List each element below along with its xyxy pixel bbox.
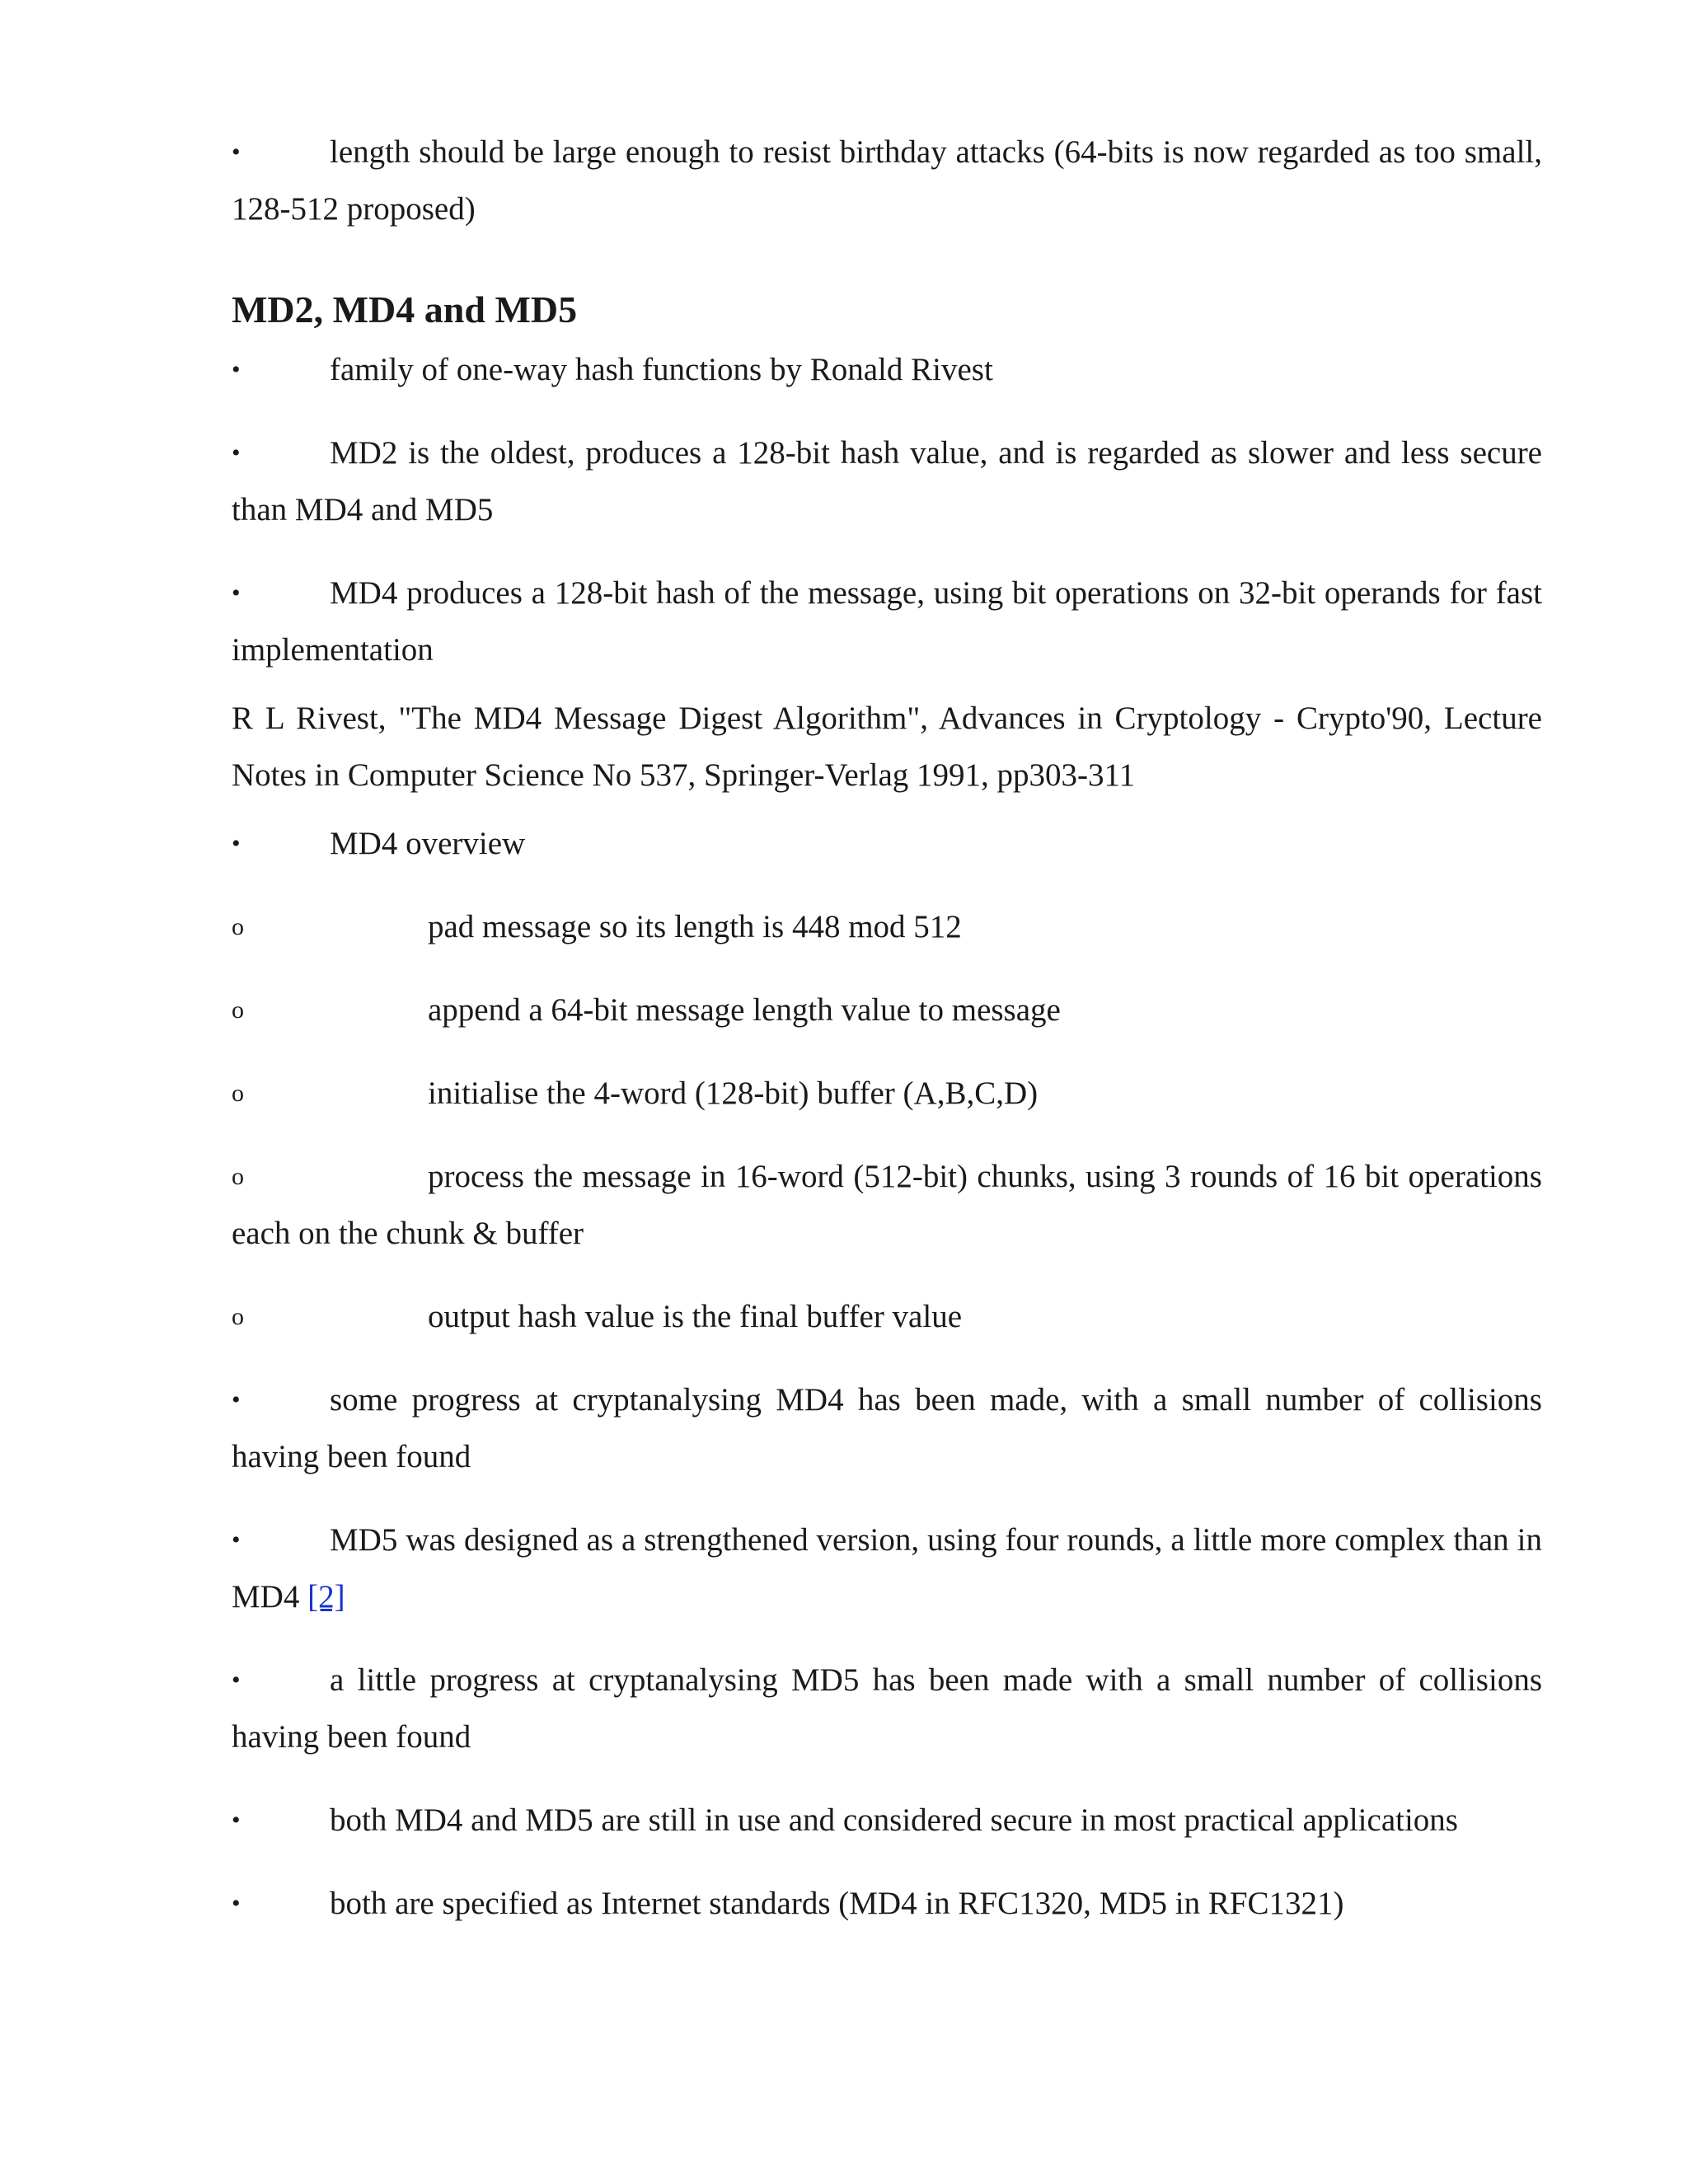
circle-marker: o [232, 1163, 244, 1190]
bullet-text: both MD4 and MD5 are still in use and considered secure in most practical applications [330, 1802, 1458, 1838]
sub-item-text: pad message so its length is 448 mod 512 [428, 909, 962, 944]
bullet-marker: • [232, 579, 241, 607]
bullet-text: family of one-way hash functions by Ronald Rivest [330, 352, 993, 387]
bullet-marker: • [232, 1890, 241, 1917]
bullet-item-overview [232, 815, 1542, 872]
bullet-marker: • [232, 439, 241, 466]
bullet-text: MD4 produces a 128-bit hash of the message, using bit operations on 32-bit operands for fast implementation [232, 575, 1542, 668]
bullet-text: both are specified as Internet standards (MD4 in RFC1320, MD5 in RFC1321) [330, 1886, 1344, 1921]
bullet-marker: • [232, 138, 241, 166]
circle-marker: o [232, 913, 244, 940]
bullet-marker: • [232, 356, 241, 383]
bullet-text: MD2 is the oldest, produces a 128-bit hash value, and is regarded as slower and less secure than MD4 and MD5 [232, 435, 1542, 527]
bullet-text: MD5 was designed as a strengthened version, using four rounds, a little more complex than in MD4 [232, 1522, 1542, 1615]
sub-item-append [232, 982, 1542, 1038]
bullet-text: some progress at cryptanalysing MD4 has been made, with a small number of collisions having been found [232, 1382, 1542, 1474]
bullet-item-in-use [232, 1792, 1542, 1849]
bullet-marker: • [232, 830, 241, 857]
circle-marker: o [232, 996, 244, 1024]
bullet-marker: • [232, 1666, 241, 1694]
bullet-item-family [232, 341, 1542, 398]
bullet-item-birthday [232, 124, 1542, 237]
bullet-text: MD4 overview [330, 826, 526, 861]
circle-marker: o [232, 1080, 244, 1107]
bullet-marker: • [232, 1526, 241, 1554]
circle-marker: o [232, 1303, 244, 1330]
sub-item-process [232, 1148, 1542, 1262]
reference-citation: R L Rivest, "The MD4 Message Digest Algorithm", Advances in Cryptology - Crypto'90, Lecture Notes in Computer Science No 537, Springer-Verlag 1991, pp303-311 [232, 701, 1542, 793]
bullet-item-md4-progress [232, 1371, 1542, 1485]
bullet-item-md5-design [232, 1511, 1542, 1625]
bullet-item-md2 [232, 424, 1542, 538]
sub-item-text: initialise the 4-word (128-bit) buffer (A,B,C,D) [428, 1076, 1039, 1111]
sub-item-text: output hash value is the final buffer value [428, 1299, 963, 1334]
section-heading: MD2, MD4 and MD5 [232, 288, 578, 330]
reference-link[interactable]: [2] [307, 1579, 345, 1615]
bullet-item-standards [232, 1875, 1542, 1932]
bullet-item-md4 [232, 565, 1542, 678]
sub-item-text: append a 64-bit message length value to message [428, 992, 1061, 1028]
bullet-text: length should be large enough to resist birthday attacks (64-bits is now regarded as too small, 128-512 proposed) [232, 134, 1542, 227]
sub-item-initialise [232, 1065, 1542, 1122]
document-body [232, 124, 1542, 1932]
sub-item-pad [232, 898, 1542, 955]
bullet-item-md5-progress [232, 1652, 1542, 1765]
sub-item-text: process the message in 16-word (512-bit) chunks, using 3 rounds of 16 bit operations each on the chunk & buffer [232, 1159, 1542, 1251]
bullet-text: a little progress at cryptanalysing MD5 has been made with a small number of collisions having been found [232, 1662, 1542, 1755]
bullet-marker: • [232, 1386, 241, 1413]
bullet-marker: • [232, 1807, 241, 1834]
sub-item-output [232, 1288, 1542, 1345]
